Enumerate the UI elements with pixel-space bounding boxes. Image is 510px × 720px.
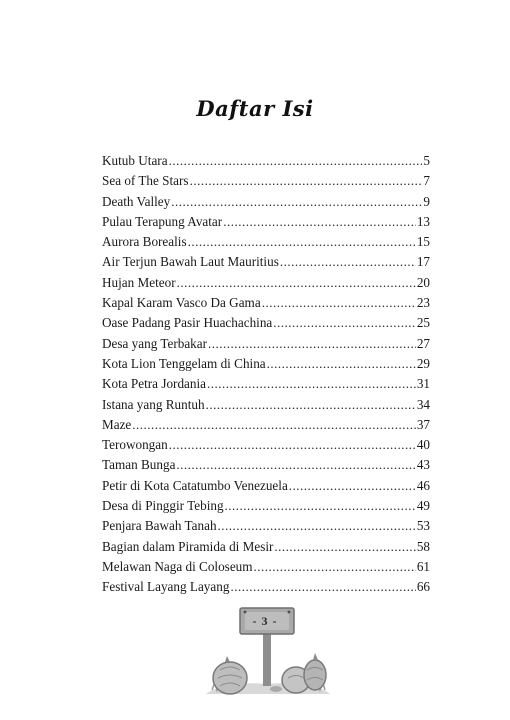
toc-entry	[102, 435, 430, 455]
toc-entry	[102, 334, 430, 354]
toc-entry-label: Melawan Naga di Coloseum	[102, 558, 253, 574]
toc-entry-label: Desa yang Terbakar	[102, 335, 208, 351]
toc-entry-page: 27	[416, 335, 430, 351]
toc-entry	[102, 232, 430, 252]
toc-entry-label: Pulau Terapung Avatar	[102, 213, 223, 229]
toc-entry-page: 25	[416, 315, 430, 331]
toc-dot-leader	[289, 476, 416, 496]
toc-dot-leader	[208, 334, 416, 354]
toc-entry	[102, 455, 430, 475]
toc-entry-label: Kapal Karam Vasco Da Gama	[102, 295, 261, 311]
toc-entry-label: Bagian dalam Piramida di Mesir	[102, 538, 274, 554]
toc-entry-page: 66	[416, 579, 430, 595]
toc-entry-label: Oase Padang Pasir Huachachina	[102, 315, 273, 331]
toc-entry	[102, 151, 430, 171]
toc-dot-leader	[177, 273, 416, 293]
toc-entry-label: Kutub Utara	[102, 153, 168, 168]
toc-entry-page: 13	[416, 213, 430, 229]
toc-dot-leader	[262, 293, 416, 313]
toc-entry-label: Petir di Kota Catatumbo Venezuela	[102, 477, 288, 493]
toc-dot-leader	[230, 577, 415, 597]
toc-entry-label: Desa di Pinggir Tebing	[102, 498, 224, 514]
toc-dot-leader	[132, 415, 416, 435]
toc-dot-leader	[267, 354, 416, 374]
toc-dot-leader	[176, 455, 415, 475]
toc-entry-page: 15	[416, 234, 430, 250]
toc-entry-page: 29	[416, 355, 430, 371]
toc-entry-label: Istana yang Runtuh	[102, 396, 205, 412]
toc-dot-leader	[207, 374, 416, 394]
toc-entry-page: 58	[416, 538, 430, 554]
toc-entry	[102, 273, 430, 293]
toc-entry-label: Air Terjun Bawah Laut Mauritius	[102, 254, 279, 270]
table-of-contents	[102, 151, 430, 598]
page-title: Daftar Isi	[196, 96, 314, 121]
toc-entry	[102, 557, 430, 577]
page-number: - 3 -	[252, 614, 278, 628]
toc-dot-leader	[188, 232, 416, 252]
toc-entry-page: 46	[416, 477, 430, 493]
toc-entry-label: Maze	[102, 416, 132, 432]
toc-entry-page: 20	[416, 274, 430, 290]
toc-entry	[102, 537, 430, 557]
toc-dot-leader	[218, 516, 416, 536]
toc-entry-label: Aurora Borealis	[102, 234, 187, 250]
toc-dot-leader	[169, 151, 423, 171]
toc-entry	[102, 476, 430, 496]
toc-entry-page: 34	[416, 396, 430, 412]
toc-entry	[102, 212, 430, 232]
toc-dot-leader	[171, 192, 422, 212]
toc-entry	[102, 252, 430, 272]
toc-dot-leader	[206, 395, 416, 415]
toc-entry	[102, 192, 430, 212]
toc-entry-page: 43	[416, 457, 430, 473]
toc-dot-leader	[274, 537, 415, 557]
toc-entry-label: Sea of The Stars	[102, 173, 189, 189]
toc-entry	[102, 313, 430, 333]
toc-entry-page: 61	[416, 558, 430, 574]
toc-entry-page: 40	[416, 437, 430, 453]
toc-entry	[102, 293, 430, 313]
toc-entry	[102, 395, 430, 415]
toc-entry-label: Festival Layang Layang	[102, 579, 230, 595]
toc-dot-leader	[254, 557, 416, 577]
toc-dot-leader	[190, 171, 423, 191]
toc-dot-leader	[225, 496, 416, 516]
toc-entry-label: Hujan Meteor	[102, 274, 176, 290]
toc-dot-leader	[223, 212, 416, 232]
toc-entry	[102, 516, 430, 536]
toc-entry-page: 9	[423, 193, 430, 209]
toc-entry-label: Taman Bunga	[102, 457, 176, 473]
toc-entry	[102, 354, 430, 374]
toc-entry-page: 7	[423, 173, 430, 189]
toc-entry-page: 37	[416, 416, 430, 432]
toc-entry	[102, 415, 430, 435]
toc-entry-page: 17	[416, 254, 430, 270]
toc-entry-label: Kota Lion Tenggelam di China	[102, 355, 266, 371]
toc-entry-label: Kota Petra Jordania	[102, 376, 206, 392]
toc-dot-leader	[169, 435, 416, 455]
toc-entry	[102, 374, 430, 394]
toc-entry-label: Terowongan	[102, 437, 168, 453]
toc-dot-leader	[273, 313, 416, 333]
toc-entry-label: Penjara Bawah Tanah	[102, 518, 217, 534]
toc-entry-page: 5	[423, 153, 430, 168]
toc-entry-label: Death Valley	[102, 193, 171, 209]
toc-entry	[102, 171, 430, 191]
toc-entry-page: 31	[416, 376, 430, 392]
toc-entry-page: 53	[416, 518, 430, 534]
toc-dot-leader	[280, 252, 416, 272]
toc-entry-page: 23	[416, 295, 430, 311]
toc-entry	[102, 496, 430, 516]
toc-entry	[102, 577, 430, 597]
toc-entry-page: 49	[416, 498, 430, 514]
